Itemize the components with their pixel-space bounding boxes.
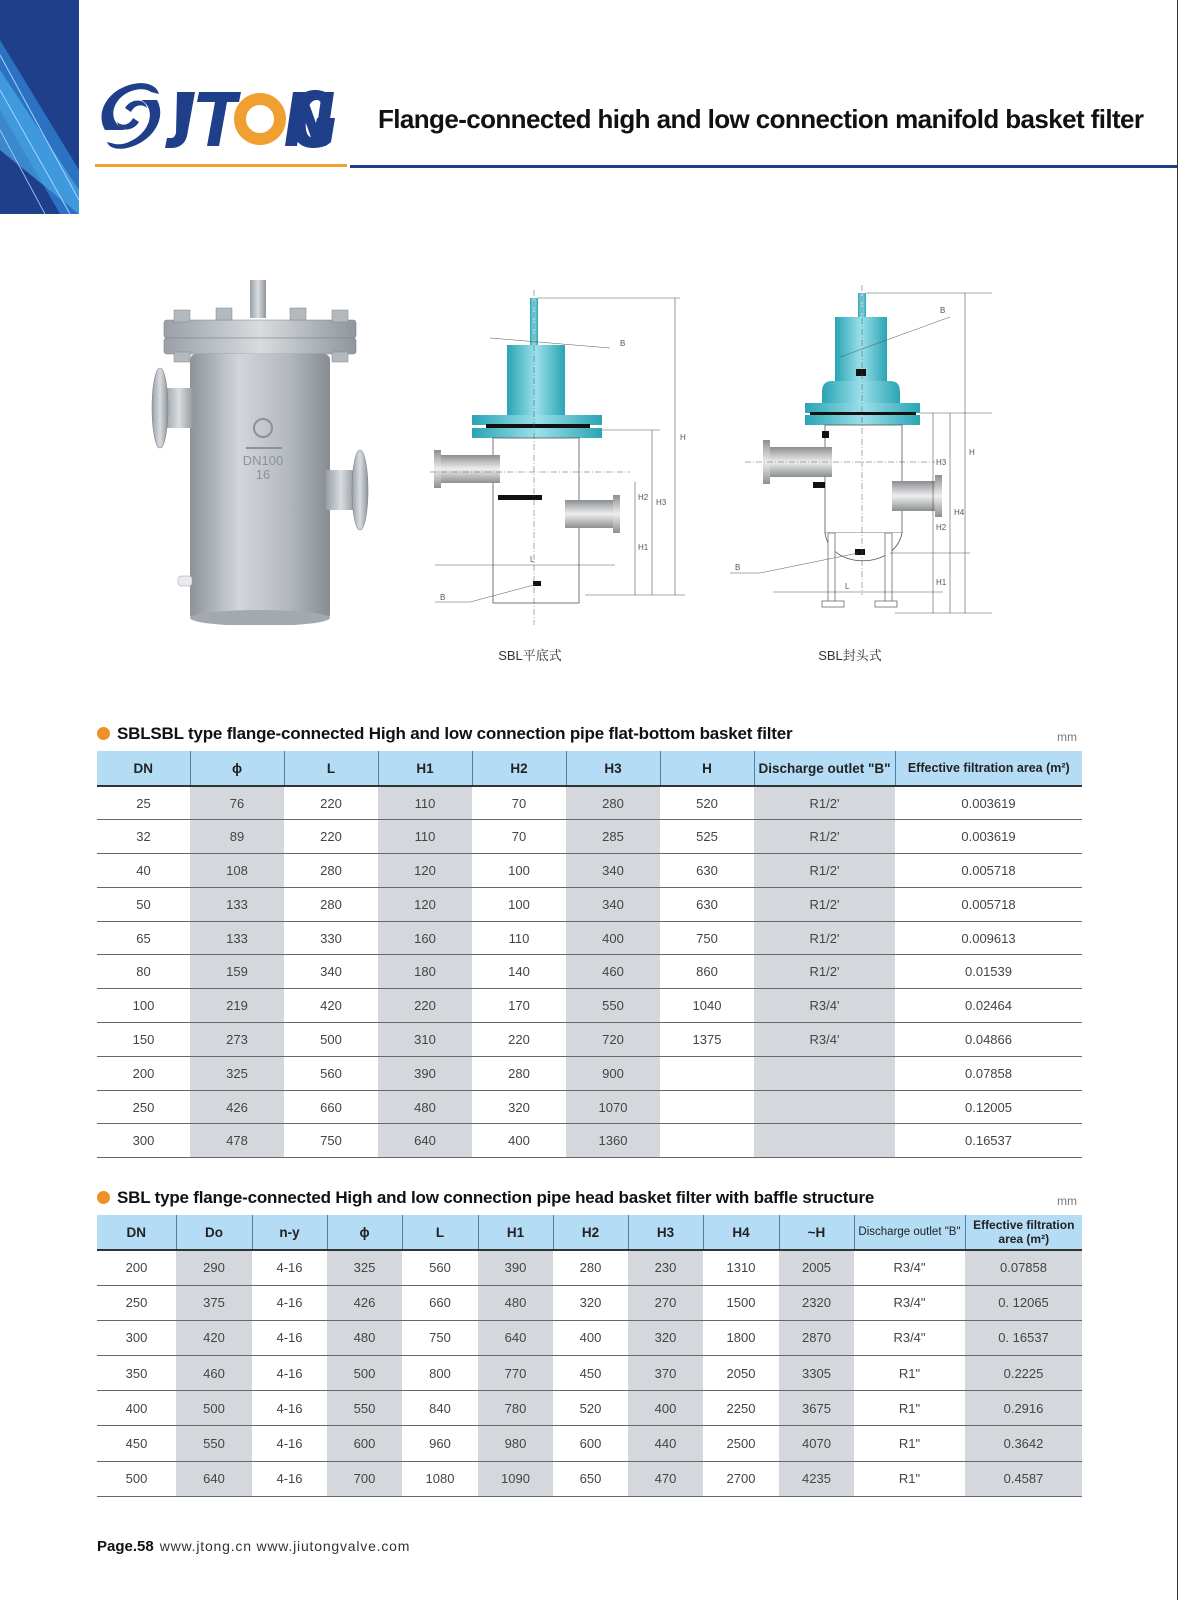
table-row	[97, 1426, 1082, 1461]
table-cell: 400	[472, 1124, 566, 1158]
table-cell: 330	[284, 921, 378, 955]
table-cell: R1/2'	[754, 921, 895, 955]
table-cell: 480	[327, 1320, 402, 1355]
label-h3: H3	[936, 458, 947, 467]
table-cell: 750	[660, 921, 754, 955]
table-cell: 0.2916	[965, 1391, 1082, 1426]
table-cell	[754, 1056, 895, 1090]
table-cell: 0.4587	[965, 1461, 1082, 1496]
table-cell: 840	[402, 1391, 478, 1426]
table-cell: 426	[327, 1285, 402, 1320]
table-cell: 110	[378, 820, 472, 854]
table-cell: R1"	[854, 1391, 965, 1426]
table-cell: 32	[97, 820, 190, 854]
table-cell: 4235	[779, 1461, 854, 1496]
corner-decoration	[0, 0, 79, 214]
table-cell: 478	[190, 1124, 284, 1158]
table-cell: 700	[327, 1461, 402, 1496]
table-cell: 310	[378, 1023, 472, 1057]
column-header: H3	[566, 751, 660, 786]
table-cell: 2500	[703, 1426, 779, 1461]
label-h: H	[680, 433, 686, 442]
table-cell: 280	[472, 1056, 566, 1090]
label-h2: H2	[638, 493, 649, 502]
table-cell: R3/4"	[854, 1285, 965, 1320]
table-cell: 390	[478, 1250, 553, 1285]
table-cell: R3/4"	[854, 1320, 965, 1355]
table-cell: 750	[284, 1124, 378, 1158]
table-cell: 1080	[402, 1461, 478, 1496]
footer-urls: www.jtong.cn www.jiutongvalve.com	[159, 1538, 411, 1554]
table-cell: 660	[284, 1090, 378, 1124]
table-cell: 230	[628, 1250, 703, 1285]
table-row	[97, 955, 1082, 989]
column-header: H3	[628, 1215, 703, 1250]
table-cell: 0.16537	[895, 1124, 1082, 1158]
table-cell	[754, 1090, 895, 1124]
table-cell: 640	[378, 1124, 472, 1158]
table-row	[97, 1285, 1082, 1320]
table-cell: 400	[97, 1391, 176, 1426]
column-header: H1	[478, 1215, 553, 1250]
table-cell: 0.07858	[965, 1250, 1082, 1285]
table-cell: 340	[566, 887, 660, 921]
table2	[97, 1215, 1082, 1497]
column-header: L	[284, 751, 378, 786]
table-cell: 600	[553, 1426, 628, 1461]
table-cell: 450	[97, 1426, 176, 1461]
table-cell: 0. 16537	[965, 1320, 1082, 1355]
table-cell: 320	[628, 1320, 703, 1355]
jtong-logo	[95, 78, 350, 158]
table-cell: R1"	[854, 1461, 965, 1496]
table-row	[97, 1124, 1082, 1158]
table-cell: 0.02464	[895, 989, 1082, 1023]
table-cell: 640	[478, 1320, 553, 1355]
table-cell: 80	[97, 955, 190, 989]
table-cell: 340	[566, 854, 660, 888]
table-cell: 220	[378, 989, 472, 1023]
label-h2: H2	[936, 523, 947, 532]
table-cell: 120	[378, 887, 472, 921]
table1-unit: mm	[1057, 730, 1077, 744]
table-row	[97, 1056, 1082, 1090]
drawing-flat-bottom	[430, 290, 710, 630]
table-cell: 1500	[703, 1285, 779, 1320]
column-header: H2	[472, 751, 566, 786]
table-cell: 400	[566, 921, 660, 955]
label-h4: H4	[954, 508, 965, 517]
label-b-top: B	[940, 306, 946, 315]
table-cell: 270	[628, 1285, 703, 1320]
bullet-icon	[97, 1191, 110, 1204]
table-row	[97, 1320, 1082, 1355]
table-cell: R3/4'	[754, 1023, 895, 1057]
table-cell: 1360	[566, 1124, 660, 1158]
table-cell: 2005	[779, 1250, 854, 1285]
table-cell: 290	[176, 1250, 252, 1285]
table-cell: 0.005718	[895, 887, 1082, 921]
caption-flat-bottom: SBL平底式	[498, 648, 562, 663]
table-cell: 285	[566, 820, 660, 854]
table-cell: 76	[190, 786, 284, 820]
table-cell: 1090	[478, 1461, 553, 1496]
table-cell: 560	[402, 1250, 478, 1285]
table-cell: R1/2'	[754, 820, 895, 854]
bullet-icon	[97, 727, 110, 740]
table-cell: 300	[97, 1124, 190, 1158]
table-cell: 660	[402, 1285, 478, 1320]
table-cell: 2250	[703, 1391, 779, 1426]
table-cell: 280	[284, 854, 378, 888]
table-cell: 650	[553, 1461, 628, 1496]
table2-heading	[97, 1188, 874, 1208]
table-cell: 280	[284, 887, 378, 921]
table-cell: 325	[190, 1056, 284, 1090]
table-cell: 400	[553, 1320, 628, 1355]
table-cell: 480	[378, 1090, 472, 1124]
logo-underline-orange	[95, 164, 347, 167]
table-row	[97, 854, 1082, 888]
label-b-bottom: B	[440, 593, 446, 602]
product-photo	[150, 280, 380, 625]
table-cell: R1/2'	[754, 955, 895, 989]
table-cell: 1070	[566, 1090, 660, 1124]
table-cell: 630	[660, 854, 754, 888]
table-cell: 4-16	[252, 1461, 327, 1496]
table2-title: SBL type flange-connected High and low connection pipe head basket filter with baffle structure	[117, 1188, 875, 1207]
column-header: ϕ	[190, 751, 284, 786]
table-row	[97, 820, 1082, 854]
table-cell: 170	[472, 989, 566, 1023]
table-cell: 750	[402, 1320, 478, 1355]
table-cell: 133	[190, 887, 284, 921]
table-cell: 140	[472, 955, 566, 989]
table-cell: 200	[97, 1250, 176, 1285]
label-b-bottom: B	[735, 563, 741, 572]
table-cell	[660, 1056, 754, 1090]
table-cell: 0.003619	[895, 786, 1082, 820]
table-row	[97, 1023, 1082, 1057]
table-cell: 4-16	[252, 1426, 327, 1461]
table-cell: 70	[472, 820, 566, 854]
table-cell: 4-16	[252, 1250, 327, 1285]
table-cell: R1/2'	[754, 887, 895, 921]
table-cell: 0.2225	[965, 1356, 1082, 1391]
table-cell: 0. 12065	[965, 1285, 1082, 1320]
table-cell: 2050	[703, 1356, 779, 1391]
table-row	[97, 1250, 1082, 1285]
table-cell: 1040	[660, 989, 754, 1023]
column-header: ~H	[779, 1215, 854, 1250]
table-cell: 180	[378, 955, 472, 989]
column-header: DN	[97, 751, 190, 786]
column-header: Do	[176, 1215, 252, 1250]
table-cell: 520	[553, 1391, 628, 1426]
table-cell: R1/2'	[754, 786, 895, 820]
table1-heading	[97, 724, 792, 744]
column-header: L	[402, 1215, 478, 1250]
table-cell: 0.005718	[895, 854, 1082, 888]
table-cell: 320	[553, 1285, 628, 1320]
table-cell: 250	[97, 1090, 190, 1124]
table-cell: 630	[660, 887, 754, 921]
table-cell: 400	[628, 1391, 703, 1426]
table-cell: 900	[566, 1056, 660, 1090]
table-cell: 100	[97, 989, 190, 1023]
table-cell: 460	[566, 955, 660, 989]
column-header: Discharge outlet "B"	[854, 1215, 965, 1250]
table-cell: 89	[190, 820, 284, 854]
table-cell: 770	[478, 1356, 553, 1391]
table-cell: 370	[628, 1356, 703, 1391]
table-cell: 100	[472, 887, 566, 921]
table-cell: 480	[478, 1285, 553, 1320]
table-cell: 960	[402, 1426, 478, 1461]
drawing-head-type	[730, 285, 1020, 630]
table-cell: R1"	[854, 1356, 965, 1391]
table-cell: 500	[284, 1023, 378, 1057]
table-cell: 800	[402, 1356, 478, 1391]
table-cell: 640	[176, 1461, 252, 1496]
table-cell: 133	[190, 921, 284, 955]
table-cell: 159	[190, 955, 284, 989]
table-cell: R3/4"	[854, 1250, 965, 1285]
table-cell: 250	[97, 1285, 176, 1320]
table-cell: 426	[190, 1090, 284, 1124]
table-cell: 25	[97, 786, 190, 820]
table-cell: 500	[327, 1356, 402, 1391]
table-cell: 0.01539	[895, 955, 1082, 989]
table-cell: 220	[284, 786, 378, 820]
column-header: H	[660, 751, 754, 786]
table-cell: 980	[478, 1426, 553, 1461]
table-cell: 40	[97, 854, 190, 888]
table-cell: 420	[176, 1320, 252, 1355]
column-header: Effective filtration area (m²)	[965, 1215, 1082, 1250]
table-row	[97, 1391, 1082, 1426]
table1-header-row	[97, 751, 1082, 786]
table-cell: 560	[284, 1056, 378, 1090]
header-rule-blue	[350, 165, 1177, 168]
column-header: Effective filtration area (m²)	[895, 751, 1082, 786]
column-header: H1	[378, 751, 472, 786]
label-l: L	[845, 582, 850, 591]
label-b-top: B	[620, 339, 626, 348]
table-cell: 273	[190, 1023, 284, 1057]
table-cell: 0.003619	[895, 820, 1082, 854]
table-cell: 350	[97, 1356, 176, 1391]
table-cell: 200	[97, 1056, 190, 1090]
table-cell: 470	[628, 1461, 703, 1496]
photo-marking-dn: DN100	[242, 453, 284, 468]
table-cell: 500	[176, 1391, 252, 1426]
table-cell: 600	[327, 1426, 402, 1461]
table-cell: 440	[628, 1426, 703, 1461]
table-cell: 390	[378, 1056, 472, 1090]
table-cell: 0.009613	[895, 921, 1082, 955]
table-cell: 219	[190, 989, 284, 1023]
table-cell: 325	[327, 1250, 402, 1285]
label-l: L	[530, 555, 535, 564]
table-cell: 220	[472, 1023, 566, 1057]
table-cell: 1800	[703, 1320, 779, 1355]
table1	[97, 751, 1082, 1158]
table-row	[97, 1090, 1082, 1124]
page-title: Flange-connected high and low connection manifold basket filter	[378, 104, 1144, 134]
table-cell: 150	[97, 1023, 190, 1057]
table-cell: 1375	[660, 1023, 754, 1057]
table-cell: 100	[472, 854, 566, 888]
label-h1: H1	[936, 578, 947, 587]
table2-header-row	[97, 1215, 1082, 1250]
label-h: H	[969, 448, 975, 457]
table-cell: 550	[176, 1426, 252, 1461]
table-cell: 50	[97, 887, 190, 921]
table-cell: R1"	[854, 1426, 965, 1461]
column-header: ϕ	[327, 1215, 402, 1250]
table-cell: 525	[660, 820, 754, 854]
table-cell: 550	[327, 1391, 402, 1426]
table-row	[97, 989, 1082, 1023]
table-row	[97, 786, 1082, 820]
table-cell	[754, 1124, 895, 1158]
table-cell: 0.12005	[895, 1090, 1082, 1124]
table-cell: 460	[176, 1356, 252, 1391]
label-h3: H3	[656, 498, 667, 507]
table-cell: 340	[284, 955, 378, 989]
table-cell: R3/4'	[754, 989, 895, 1023]
caption-head-type: SBL封头式	[818, 648, 882, 663]
table-cell: 520	[660, 786, 754, 820]
label-h1: H1	[638, 543, 649, 552]
table-cell: 860	[660, 955, 754, 989]
table-cell: 4-16	[252, 1285, 327, 1320]
table-cell: 500	[97, 1461, 176, 1496]
table-cell: 0.04866	[895, 1023, 1082, 1057]
column-header: DN	[97, 1215, 176, 1250]
column-header: H2	[553, 1215, 628, 1250]
table-cell: 2700	[703, 1461, 779, 1496]
table-cell: 4070	[779, 1426, 854, 1461]
table-cell: 375	[176, 1285, 252, 1320]
table-cell: 450	[553, 1356, 628, 1391]
table-cell: 65	[97, 921, 190, 955]
table2-unit: mm	[1057, 1194, 1077, 1208]
table-row	[97, 921, 1082, 955]
table-cell: 2320	[779, 1285, 854, 1320]
photo-marking-pn: 16	[255, 467, 271, 482]
footer	[97, 1538, 410, 1556]
table-cell: 550	[566, 989, 660, 1023]
table-cell: 420	[284, 989, 378, 1023]
table-cell: R1/2'	[754, 854, 895, 888]
table-row	[97, 1461, 1082, 1496]
table-cell: 780	[478, 1391, 553, 1426]
table-cell: 70	[472, 786, 566, 820]
page-number: Page.58	[97, 1538, 154, 1555]
table-cell: 220	[284, 820, 378, 854]
table-cell: 108	[190, 854, 284, 888]
table-row	[97, 887, 1082, 921]
table-cell	[660, 1124, 754, 1158]
table-cell: 2870	[779, 1320, 854, 1355]
table-row	[97, 1356, 1082, 1391]
table-cell: 4-16	[252, 1320, 327, 1355]
table-cell: 300	[97, 1320, 176, 1355]
table-cell: 3675	[779, 1391, 854, 1426]
table-cell: 720	[566, 1023, 660, 1057]
table-cell: 1310	[703, 1250, 779, 1285]
table-cell: 120	[378, 854, 472, 888]
column-header: Discharge outlet "B"	[754, 751, 895, 786]
table-cell: 280	[553, 1250, 628, 1285]
table-cell: 160	[378, 921, 472, 955]
table-cell: 4-16	[252, 1356, 327, 1391]
table-cell: 110	[378, 786, 472, 820]
table-cell: 3305	[779, 1356, 854, 1391]
table-cell: 110	[472, 921, 566, 955]
table-cell	[660, 1090, 754, 1124]
table1-title: SBLSBL type flange-connected High and low connection pipe flat-bottom basket filter	[117, 724, 793, 743]
table-cell: 0.07858	[895, 1056, 1082, 1090]
table-cell: 4-16	[252, 1391, 327, 1426]
table-cell: 0.3642	[965, 1426, 1082, 1461]
page-border	[1177, 0, 1178, 1600]
table-cell: 280	[566, 786, 660, 820]
column-header: H4	[703, 1215, 779, 1250]
table-cell: 320	[472, 1090, 566, 1124]
column-header: n-y	[252, 1215, 327, 1250]
